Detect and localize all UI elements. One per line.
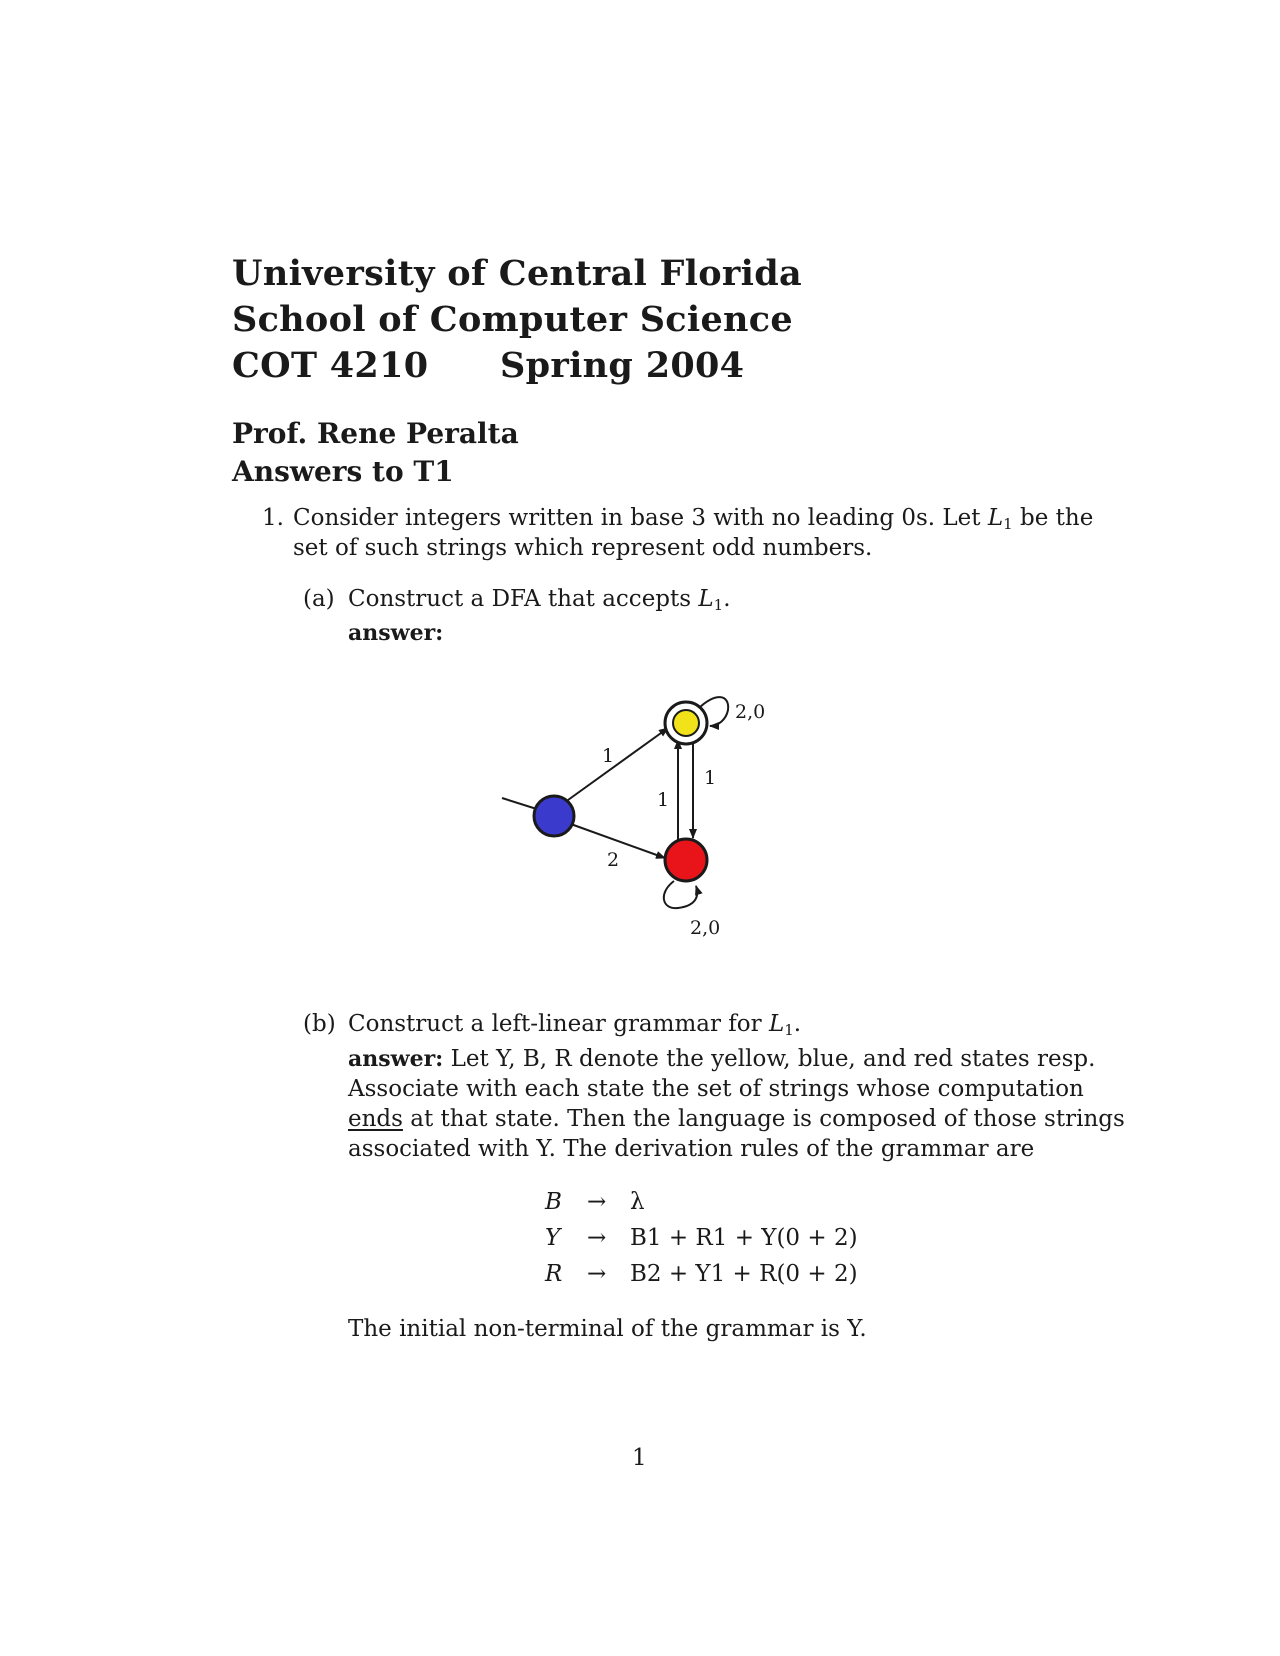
grammar-closing-sentence: The initial non-terminal of the grammar is Y. (348, 1316, 867, 1342)
rule-3-rhs: B2 + Y1 + R(0 + 2) (630, 1261, 858, 1287)
rule-2-lhs: Y (545, 1225, 561, 1251)
page-number: 1 (632, 1445, 647, 1471)
part-b-answer-line3: ends at that state. Then the language is composed of those strings (348, 1106, 1125, 1132)
edge-label-blue-to-yellow: 1 (602, 745, 615, 767)
term: Spring 2004 (500, 345, 745, 386)
loop-label-red: 2,0 (690, 917, 721, 939)
course-code: COT 4210 (232, 345, 429, 386)
part-a-text: Construct a DFA that accepts $L_1$. (348, 586, 731, 614)
edge-label-red-to-yellow: 1 (657, 789, 670, 811)
rule-2-rhs: B1 + R1 + Y(0 + 2) (630, 1225, 858, 1251)
problem-statement-line2: set of such strings which represent odd numbers. (293, 535, 873, 561)
loop-label-yellow: 2,0 (735, 701, 766, 723)
rule-2-arrow: → (587, 1225, 607, 1251)
problem-statement-line1: Consider integers written in base 3 with no leading 0s. Let $L_1$ be the (293, 505, 1094, 533)
rule-1-lhs: B (545, 1189, 562, 1215)
professor-name: Prof. Rene Peralta (232, 417, 519, 450)
edge-label-blue-to-red: 2 (607, 849, 620, 871)
part-a-label: (a) (303, 586, 335, 612)
rule-1-rhs: λ (630, 1189, 645, 1215)
university-name: University of Central Florida (232, 253, 802, 294)
part-b-label: (b) (303, 1011, 336, 1037)
edge-label-yellow-to-red: 1 (704, 767, 717, 789)
state-accept-yellow-inner (673, 710, 699, 736)
state-red (665, 839, 707, 881)
school-name: School of Computer Science (232, 299, 793, 340)
state-start-blue (534, 796, 574, 836)
rule-3-arrow: → (587, 1261, 607, 1287)
loop-red (664, 881, 697, 908)
part-b-answer-line4: associated with Y. The derivation rules of the grammar are (348, 1136, 1035, 1162)
rule-1-arrow: → (587, 1189, 607, 1215)
rule-3-lhs: R (545, 1261, 563, 1287)
dfa-diagram (490, 660, 810, 940)
problem-number: 1. (262, 505, 284, 531)
edge-blue-to-yellow (568, 728, 668, 800)
part-b-answer-line1: answer: Let Y, B, R denote the yellow, blue, and red states resp. (348, 1046, 1096, 1072)
part-a-answer-label: answer: (348, 620, 444, 646)
document-title: Answers to T1 (232, 455, 454, 488)
part-b-text: Construct a left-linear grammar for $L_1$. (348, 1011, 802, 1039)
part-b-answer-line2: Associate with each state the set of strings whose computation (348, 1076, 1084, 1102)
